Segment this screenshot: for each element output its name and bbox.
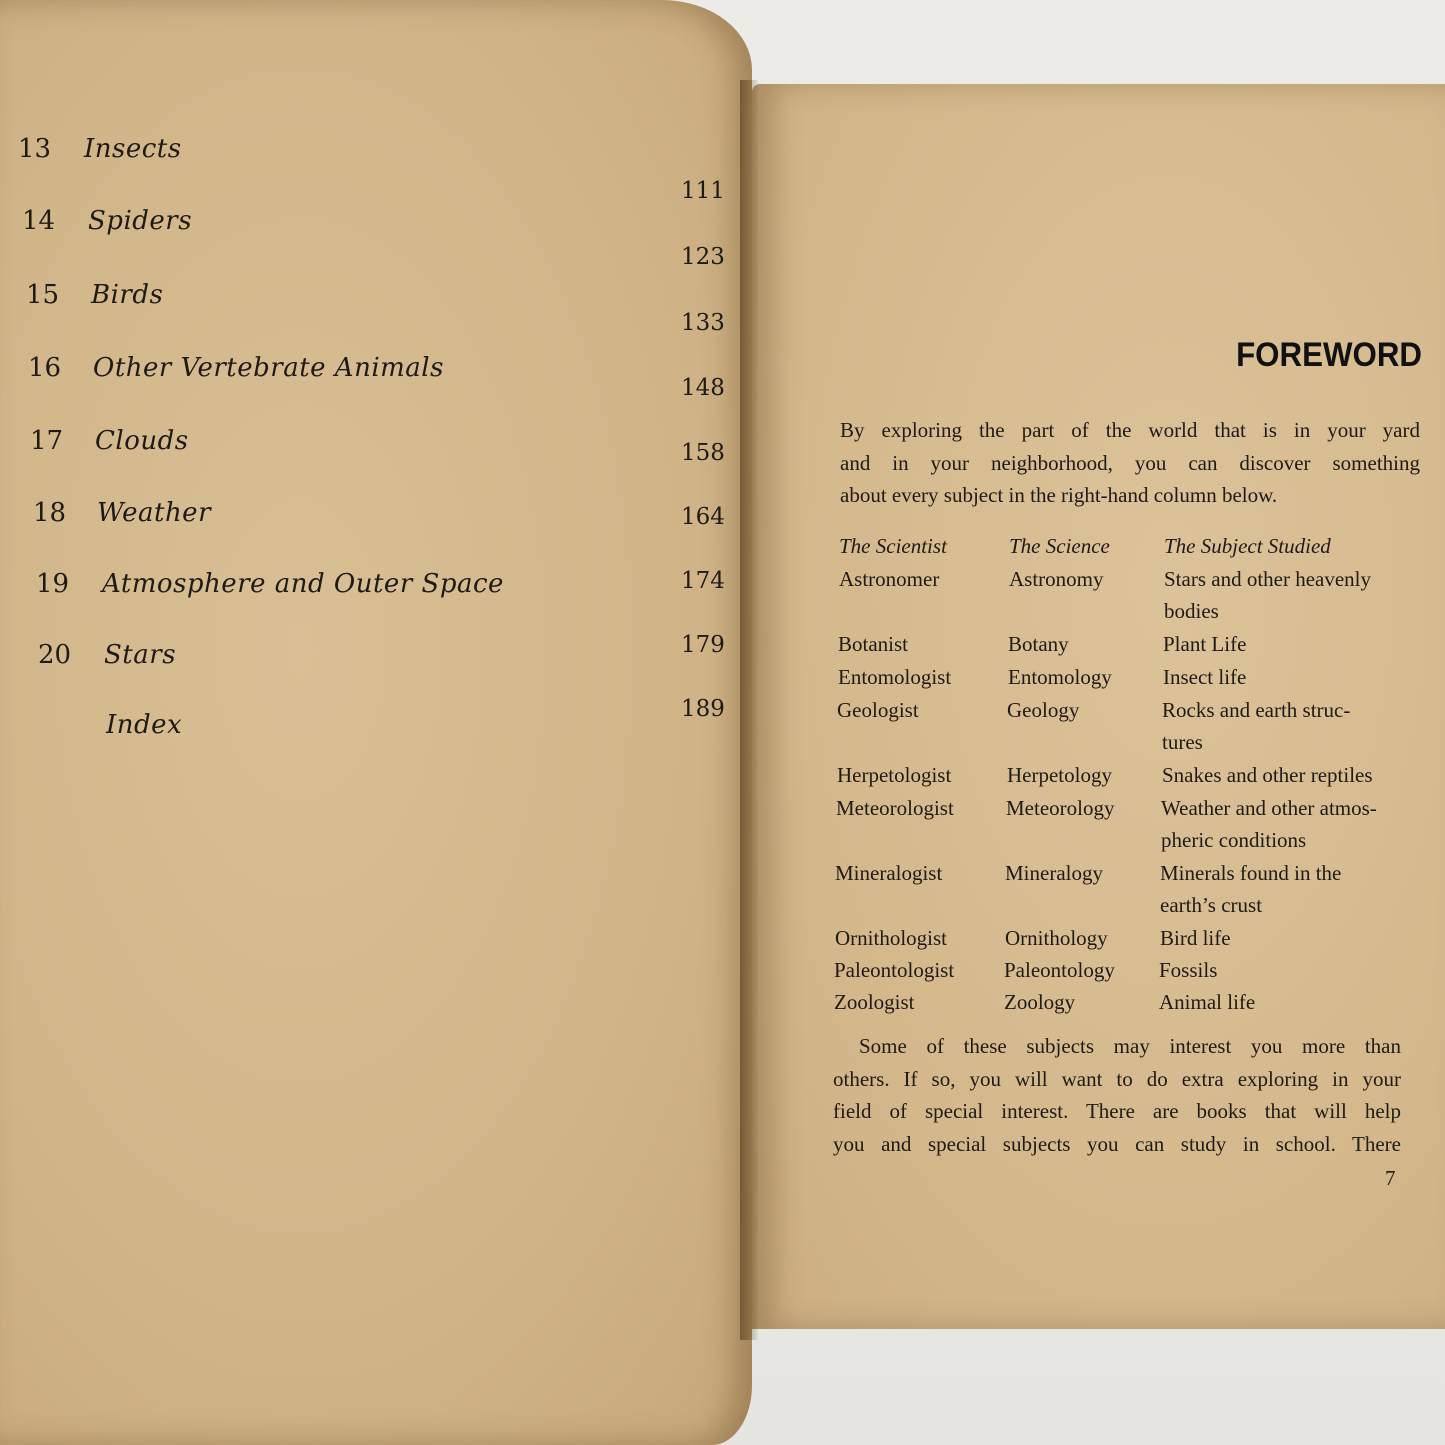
table-cell-science: Meteorology [1006,796,1115,820]
toc-chapter-title: Atmosphere and Outer Space [102,569,504,599]
table-cell-subject-continued: earth’s crust [1160,893,1263,917]
table-cell-scientist: Paleontologist [834,958,955,982]
toc-chapter-number: 20 [38,640,72,670]
toc-chapter-title: Spiders [88,206,193,236]
table-cell-subject: Insect life [1163,665,1247,689]
foreword-intro-paragraph [840,414,1420,512]
toc-chapter-number: 17 [30,426,64,456]
toc-page-number: 158 [681,440,725,466]
toc-chapter-number: 16 [28,353,62,383]
table-cell-subject-continued: tures [1162,730,1203,754]
closing-line: field of special interest. There are books that will help [833,1099,1401,1123]
table-cell-science: Geology [1007,698,1080,722]
toc-chapter-title: Insects [84,134,182,164]
table-cell-subject: Rocks and earth struc- [1162,698,1351,722]
toc-chapter-title: Index [106,710,183,740]
toc-chapter-number: 13 [18,134,52,164]
table-cell-scientist: Meteorologist [836,796,954,820]
table-cell-scientist: Ornithologist [835,926,948,950]
table-cell-subject: Bird life [1160,926,1231,950]
table-cell-scientist: Astronomer [839,567,940,591]
table-cell-subject: Stars and other heavenly [1164,567,1372,591]
table-cell-subject: Snakes and other reptiles [1162,763,1373,787]
toc-chapter-number: 18 [33,498,67,528]
table-header: The Science [1009,534,1110,558]
toc-page-number: 148 [681,375,725,401]
intro-line: about every subject in the right-hand column below. [840,483,1278,507]
closing-line: others. If so, you will want to do extra exploring in your [833,1066,1401,1091]
toc-chapter-number: 19 [36,569,70,599]
table-header: The Subject Studied [1164,534,1331,558]
foreword-heading: FOREWORD [1236,336,1422,374]
intro-line: By exploring the part of the world that is in your yard [840,418,1420,442]
table-cell-science: Zoology [1004,990,1076,1014]
table-cell-science: Entomology [1008,665,1112,689]
table-cell-subject: Plant Life [1163,632,1247,656]
toc-page-number: 189 [681,696,725,722]
toc-chapter-title: Other Vertebrate Animals [93,353,444,383]
intro-line: and in your neighborhood, you can discover something [840,450,1420,475]
table-cell-subject: Minerals found in the [1160,861,1342,885]
closing-line: Some of these subjects may interest you more than [859,1034,1401,1058]
toc-page-number: 164 [681,504,725,530]
toc-chapter-number: 15 [26,280,60,310]
toc-page-number: 179 [681,632,725,658]
closing-line: you and special subjects you can study in school. There [833,1131,1401,1156]
toc-page-number: 174 [681,568,725,594]
table-cell-science: Ornithology [1005,926,1108,950]
toc-chapter-title: Clouds [95,426,189,456]
toc-page-number: 133 [681,310,725,336]
table-cell-science: Mineralogy [1005,861,1103,885]
table-cell-subject: Weather and other atmos- [1161,796,1377,820]
table-header: The Scientist [839,534,947,558]
table-cell-subject: Fossils [1159,958,1218,982]
book-gutter [740,80,758,1340]
table-cell-scientist: Botanist [838,632,909,656]
table-cell-scientist: Mineralogist [835,861,943,885]
table-cell-scientist: Herpetologist [837,763,952,787]
toc-chapter-title: Stars [104,640,177,670]
table-cell-scientist: Zoologist [834,990,915,1014]
table-cell-subject: Animal life [1159,990,1256,1014]
toc-chapter-title: Weather [97,498,211,528]
toc-chapter-title: Birds [91,280,164,310]
table-cell-science: Herpetology [1007,763,1112,787]
table-cell-science: Astronomy [1009,567,1104,591]
toc-page-number: 123 [681,244,725,270]
page-number: 7 [1385,1166,1396,1190]
foreword-closing-paragraph [833,1030,1401,1160]
toc-chapter-number: 14 [22,206,56,236]
table-cell-subject-continued: pheric conditions [1161,828,1307,852]
toc-page-number: 111 [681,178,725,204]
table-cell-science: Paleontology [1004,958,1115,982]
table-cell-science: Botany [1008,632,1069,656]
table-cell-subject-continued: bodies [1164,599,1219,623]
table-cell-scientist: Geologist [837,698,919,722]
table-cell-scientist: Entomologist [838,665,952,689]
